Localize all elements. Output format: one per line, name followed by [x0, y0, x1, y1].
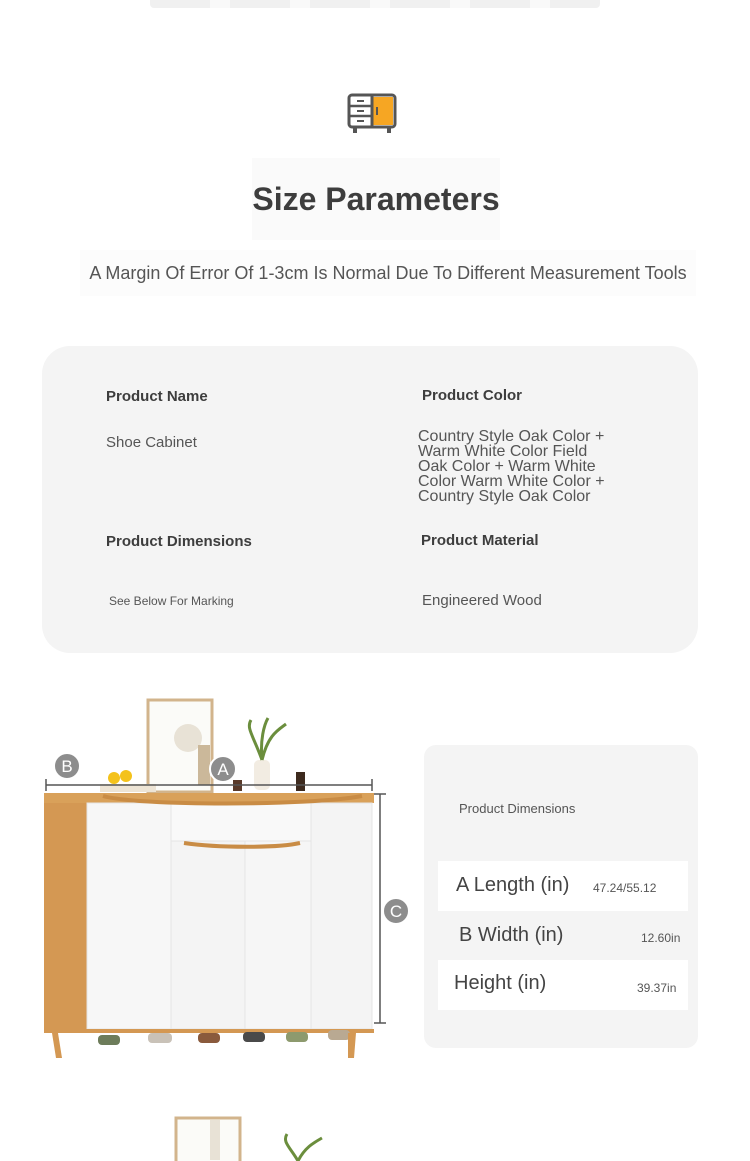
dimension-row-length [438, 861, 688, 911]
marker-a [210, 756, 236, 782]
product-info-card [42, 346, 698, 653]
page-title: Size Parameters [252, 158, 500, 240]
product-material-label: Product Material [421, 532, 539, 549]
dimension-row-height [438, 960, 688, 1010]
dimensions-heading: Product Dimensions [459, 801, 576, 816]
dimension-label: B Width (in) [459, 924, 564, 946]
cabinet-icon [347, 93, 397, 135]
dimension-label: Height (in) [454, 972, 547, 994]
color-line: Oak Color + Warm White [418, 458, 596, 475]
product-dimensions-label: Product Dimensions [106, 533, 252, 550]
color-line: Country Style Oak Color + [418, 428, 605, 445]
marker-b [54, 753, 80, 779]
product-color-label: Product Color [422, 387, 522, 404]
svg-text:A: A [217, 760, 229, 779]
shoe-cabinet-image-partial [170, 1112, 340, 1161]
marker-c [383, 898, 409, 924]
product-name-label: Product Name [106, 388, 208, 405]
dimension-label: A Length (in) [456, 874, 570, 896]
svg-text:C: C [389, 902, 403, 921]
product-material-value: Engineered Wood [422, 592, 542, 609]
dimension-value: 12.60in [641, 931, 681, 945]
dimension-value: 39.37in [637, 981, 677, 995]
measurement-note: A Margin Of Error Of 1-3cm Is Normal Due To Different Measurement Tools [80, 250, 696, 296]
shoe-cabinet-dimension-image [38, 690, 418, 1070]
product-dimensions-value: See Below For Marking [109, 594, 234, 608]
svg-text:B: B [61, 757, 73, 776]
product-name-value: Shoe Cabinet [106, 434, 197, 451]
color-line: Country Style Oak Color [418, 488, 591, 505]
color-line: Color Warm White Color + [418, 473, 605, 490]
dimension-row-width [438, 911, 688, 961]
color-line: Warm White Color Field [418, 443, 588, 460]
product-color-value [418, 429, 618, 504]
faded-text-band [150, 0, 600, 8]
dimension-value: 47.24/55.12 [593, 881, 657, 895]
